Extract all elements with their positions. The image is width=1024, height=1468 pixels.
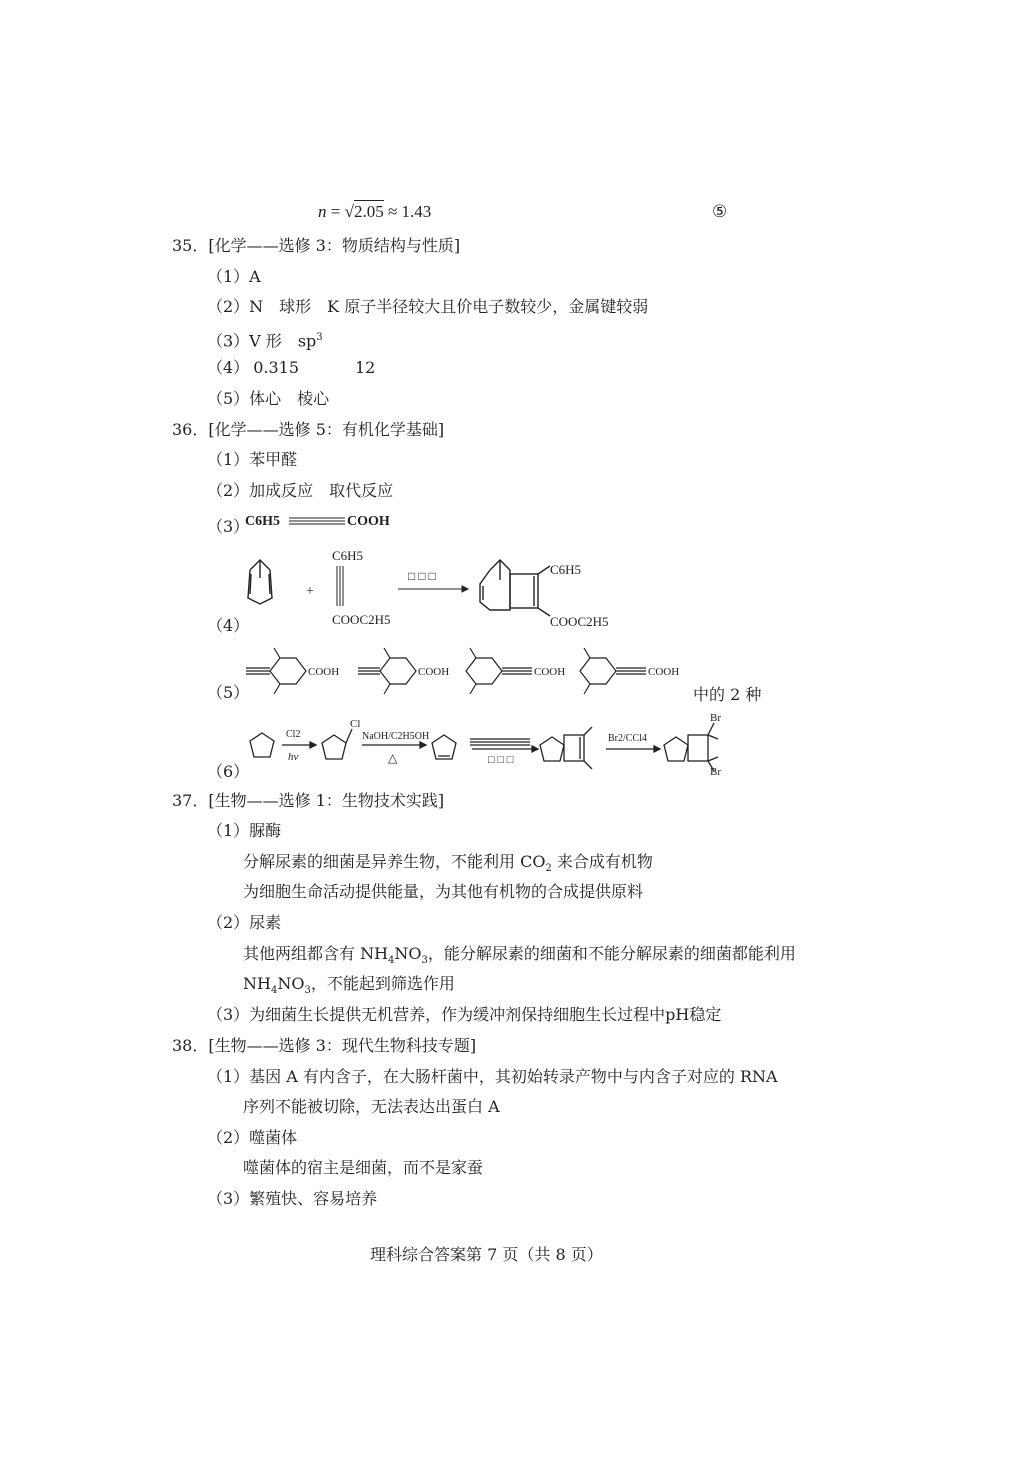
q36-a4-p2: COOC2H5 — [550, 614, 609, 629]
q37-a1-l2: 为细胞生命活动提供能量，为其他有机物的合成提供原料 — [243, 882, 644, 901]
q36-title: 36．[化学——选修 5：有机化学基础] — [172, 420, 445, 439]
q38-a1-l2: 序列不能被切除，无法表达出蛋白 A — [243, 1097, 500, 1116]
q36-a3-structure — [245, 505, 405, 535]
q36-a5-label: （5） — [207, 683, 250, 702]
a6-cond4-top: Br2/CCl4 — [608, 733, 647, 744]
q36-a4-reaction — [240, 540, 640, 635]
a6-cond2-top: NaOH/C2H5OH — [362, 731, 430, 742]
q38-a2: （2）噬菌体 — [207, 1128, 298, 1147]
q37-a2-l2: $NH_4NO_3$，不能起到筛选作用 — [243, 974, 455, 997]
q36-a6-synthesis — [240, 705, 740, 780]
q36-a4-sub1: C6H5 — [332, 548, 364, 563]
q37-a1-l1: 分解尿素的细菌是异养生物，不能利用 $CO_2$ 来合成有机物 — [243, 852, 653, 875]
q36-a3-left: C6H5 — [245, 514, 280, 529]
a6-cond2-bot: △ — [388, 751, 398, 765]
eq-approx: ≈ — [387, 202, 398, 221]
q36-a1: （1）苯甲醛 — [207, 450, 298, 469]
q37-title: 37．[生物——选修 1：生物技术实践] — [172, 791, 445, 810]
q35-a2: （2）N 球形 K 原子半径较大且价电子数较少，金属键较弱 — [207, 297, 649, 316]
q36-a4-p1: C6H5 — [550, 562, 582, 577]
a6-cond3-bot: □ □ □ — [488, 754, 514, 766]
a6-cond1-bot: hv — [288, 751, 299, 763]
q36-a3-right: COOH — [347, 514, 390, 529]
equation-line — [318, 202, 431, 222]
q38-a2-l1: 噬菌体的宿主是细菌，而不是家蚕 — [243, 1158, 484, 1177]
norbornadiene-structure — [248, 560, 272, 604]
q36-a6-label: （6） — [207, 762, 250, 781]
q36-a4-label: （4） — [207, 616, 250, 635]
q36-a5-acid-3: COOH — [534, 666, 566, 678]
q37-a2-l1: 其他两组都含有 $NH_4NO_3$，能分解尿素的细菌和不能分解尿素的细菌都能利用 — [243, 944, 796, 967]
eq-ref: ⑤ — [712, 202, 728, 221]
q37-a2: （2）尿素 — [207, 913, 282, 932]
q35-a4-v2: 12 — [355, 358, 376, 377]
reaction-arrow — [398, 586, 468, 592]
q36-a5-acid-2: COOH — [418, 666, 450, 678]
triple-bond-vertical — [337, 566, 343, 606]
q36-a5-acid-4: COOH — [648, 666, 680, 678]
eq-equals: = — [330, 202, 341, 221]
q36-a4-condition: □ □ □ — [408, 569, 436, 583]
q35-a1: （1）A — [207, 267, 261, 286]
a6-cond1-top: Cl2 — [286, 729, 301, 740]
q36-a4-sub2: COOC2H5 — [332, 612, 391, 627]
product-structure — [480, 560, 550, 616]
q35-a4: （4） 0.315 12 — [207, 358, 376, 377]
a6-cl: Cl — [350, 718, 361, 730]
q36-a3-label: （3） — [207, 517, 250, 536]
plus-sign: + — [306, 584, 314, 599]
sqrt-symbol: √ — [344, 202, 354, 221]
q37-a1: （1）脲酶 — [207, 821, 282, 840]
q35-title: 35．[化学——选修 3：物质结构与性质] — [172, 236, 461, 255]
q36-a5-suffix: 中的 2 种 — [693, 685, 762, 704]
eq-lhs: n — [318, 202, 327, 221]
eq-value: 1.43 — [401, 202, 432, 221]
q36-a5-acid-1: COOH — [308, 666, 340, 678]
q38-title: 38．[生物——选修 3：现代生物科技专题] — [172, 1036, 477, 1055]
eq-radicand: 2.05 — [353, 202, 384, 221]
q35-a5: （5）体心 棱心 — [207, 389, 330, 408]
q35-a4-v1: 0.315 — [253, 358, 299, 377]
q36-a5-isomers — [240, 640, 700, 700]
a6-br-top: Br — [710, 712, 721, 724]
q38-a1-l1: （1）基因 A 有内含子，在大肠杆菌中，其初始转录产物中与内含子对应的 RNA — [207, 1067, 778, 1086]
q37-a3: （3）为细菌生长提供无机营养，作为缓冲剂保持细胞生长过程中pH稳定 — [207, 1005, 722, 1024]
q36-a2: （2）加成反应 取代反应 — [207, 481, 394, 500]
q35-a3: （3）V 形 $sp^3$ — [207, 331, 323, 351]
page-footer: 理科综合答案第 7 页（共 8 页） — [370, 1245, 603, 1264]
a6-br-bot: Br — [710, 766, 721, 778]
q38-a3: （3）繁殖快、容易培养 — [207, 1189, 378, 1208]
